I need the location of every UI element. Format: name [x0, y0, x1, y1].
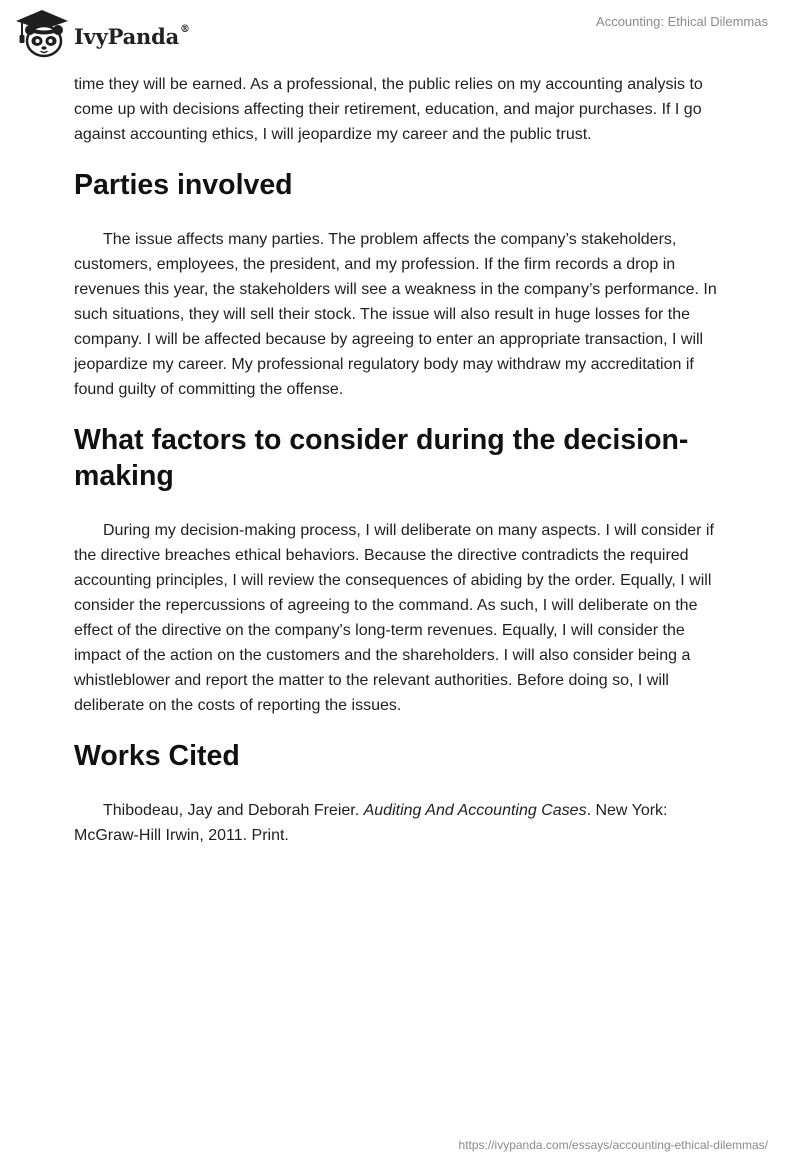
page-header: [0, 0, 800, 70]
intro-paragraph: time they will be earned. As a professional, the public relies on my accounting analysis to come up with decisions affecting their retirement, education, and major purchases. If I go against accounting ethics, I will jeopardize my career and the public trust.: [74, 76, 703, 143]
citation-authors: Thibodeau, Jay and Deborah Freier.: [103, 802, 360, 819]
section-paragraph-factors: During my decision-making process, I will deliberate on many aspects. I will consider if the directive breaches ethical behaviors. Because the directive contradicts the required accounting principles, I will review the consequences of abiding by the order. Equally, I will consider the repercussions of agreeing to the command. As such, I will deliberate on the effect of the directive on the company's long-term revenues. Equally, I will consider the impact of the action on the customers and the shareholders. I will also consider being a whistleblower and report the matter to the relevant authorities. Before doing so, I will deliberate on the costs of reporting the issues.: [74, 522, 714, 714]
section-heading-factors: What factors to consider during the decision-making: [74, 424, 689, 492]
brand-name: IvyPanda®: [74, 23, 190, 49]
works-cited-entry: [74, 798, 726, 848]
works-cited-heading: Works Cited: [74, 740, 240, 772]
citation-publication: . New York: McGraw-Hill Irwin, 2011. Print.: [74, 802, 668, 844]
section-paragraph-parties: The issue affects many parties. The problem affects the company’s stakeholders, customers, employees, the president, and my profession. If the firm records a drop in revenues this year, the stakeholders will see a weakness in the company’s performance. In such situations, they will sell their stock. The issue will also result in huge losses for the company. I will be affected because by agreeing to enter an appropriate transaction, I will jeopardize my career. My professional regulatory body may withdraw my accreditation if found guilty of committing the offense.: [74, 231, 717, 398]
section-heading-parties: Parties involved: [74, 169, 293, 201]
source-url-link[interactable]: https://ivypanda.com/essays/accounting-ethical-dilemmas/: [458, 1138, 768, 1152]
ivypanda-logo[interactable]: [14, 8, 190, 60]
essay-content: [74, 72, 726, 848]
citation-title: Auditing And Accounting Cases: [363, 802, 587, 819]
document-title: Accounting: Ethical Dilemmas: [596, 14, 768, 29]
panda-graduation-cap-icon: [14, 8, 70, 60]
